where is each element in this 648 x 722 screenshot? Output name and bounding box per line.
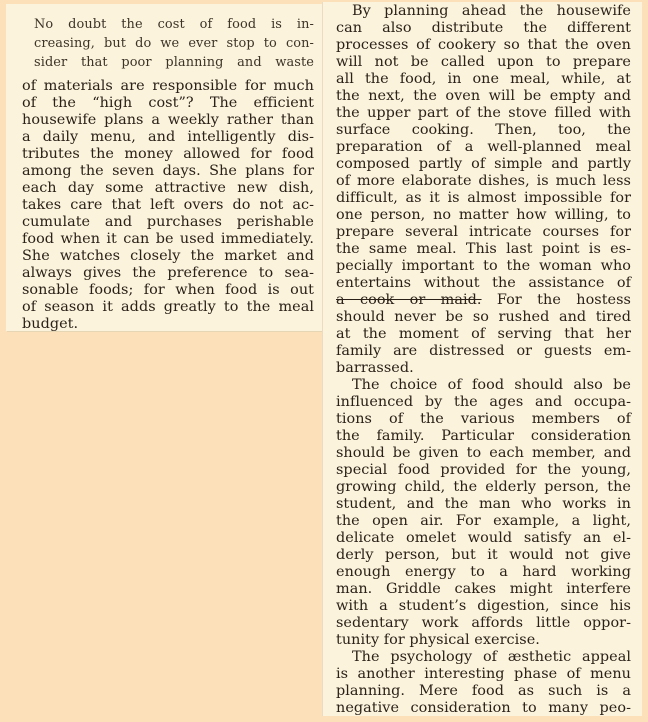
body-line: preparation of a well-planned meal [336,139,631,155]
body-line: is another interesting phase of menu [336,666,631,682]
body-line: takes care that left overs do not ac- [22,197,314,213]
paragraph-first-line: By planning ahead the housewife [352,3,631,19]
body-line: derly person, but it would not give [336,547,631,563]
body-line: always gives the preference to sea- [22,265,314,281]
struck-phrase: a cook or maid. [336,292,482,308]
body-line: planning. Mere food as such is a [336,683,631,699]
body-line: one person, no matter how willing, to [336,207,631,223]
body-line: growing child, the elderly person, the [336,479,631,495]
body-line: sedentary work affords little oppor- [336,615,631,631]
body-line: among the seven days. She plans for [22,163,314,179]
body-line: enough energy to a hard working [336,564,631,580]
body-line: family are distressed or guests em- [336,343,631,359]
body-line: cumulate and purchases perishable [22,214,314,230]
lead-line: sider that poor planning and waste [34,55,314,70]
body-line: the upper part of the stove filled with [336,105,631,121]
paragraph-first-line: The psychology of æsthetic appeal [352,649,631,665]
body-line: delicate omelet would satisfy an el- [336,530,631,546]
body-line: with a student’s digestion, since his [336,598,631,614]
body-line: the open air. For example, a light, [336,513,631,529]
body-line: all the food, in one meal, while, at [336,71,631,87]
body-line: special food provided for the young, [336,462,631,478]
body-line: surface cooking. Then, too, the [336,122,631,138]
paragraph-first-line: The choice of food should also be [352,377,631,393]
body-line: each day some attractive new dish, [22,180,314,196]
body-line: pecially important to the woman who [336,258,631,274]
body-line: budget. [22,316,79,332]
body-line: of the “high cost”? The efficient [22,95,314,111]
body-line: the next, the oven will be empty and [336,88,631,104]
body-line: sonable foods; for when food is out [22,282,314,298]
body-line: entertains without the assistance of [336,275,631,291]
body-line: influenced by the ages and occupa- [336,394,631,410]
body-line: barrassed. [336,360,414,376]
body-line: man. Griddle cakes might interfere [336,581,631,597]
body-line: the family. Particular consideration [336,428,631,444]
body-line: should never be so rushed and tired [336,309,631,325]
left-clipping [6,4,322,331]
body-line: tions of the various members of [336,411,631,427]
body-line: difficult, as it is almost impossible for [336,190,631,206]
right-clipping [322,2,642,716]
body-line-struck: a cook or maid. For the hostess [336,292,631,308]
body-line: prepare several intricate courses for [336,224,631,240]
body-line: processes of cookery so that the oven [336,37,631,53]
body-line: at the moment of serving that her [336,326,631,342]
body-line: of more elaborate dishes, is much less [336,173,631,189]
lead-line: No doubt the cost of food is in- [34,17,314,32]
body-line: should be given to each member, and [336,445,631,461]
body-line: composed partly of simple and partly [336,156,631,172]
body-line: will not be called upon to prepare [336,54,631,70]
lead-line: creasing, but do we ever stop to con- [34,36,314,51]
body-line: of season it adds greatly to the meal [22,299,314,315]
body-line: of materials are responsible for much [22,78,314,94]
body-line: the same meal. This last point is es- [336,241,631,257]
body-line: food when it can be used immediately. [22,231,314,247]
body-line: housewife plans a weekly rather than [22,112,314,128]
body-line: can also distribute the different [336,20,631,36]
body-line: She watches closely the market and [22,248,314,264]
body-line: student, and the man who works in [336,496,631,512]
body-line: negative consideration to many peo- [336,700,631,716]
body-line: a daily menu, and intelligently dis- [22,129,314,145]
body-line: tributes the money allowed for food [22,146,314,162]
body-line: tunity for physical exercise. [336,632,540,648]
